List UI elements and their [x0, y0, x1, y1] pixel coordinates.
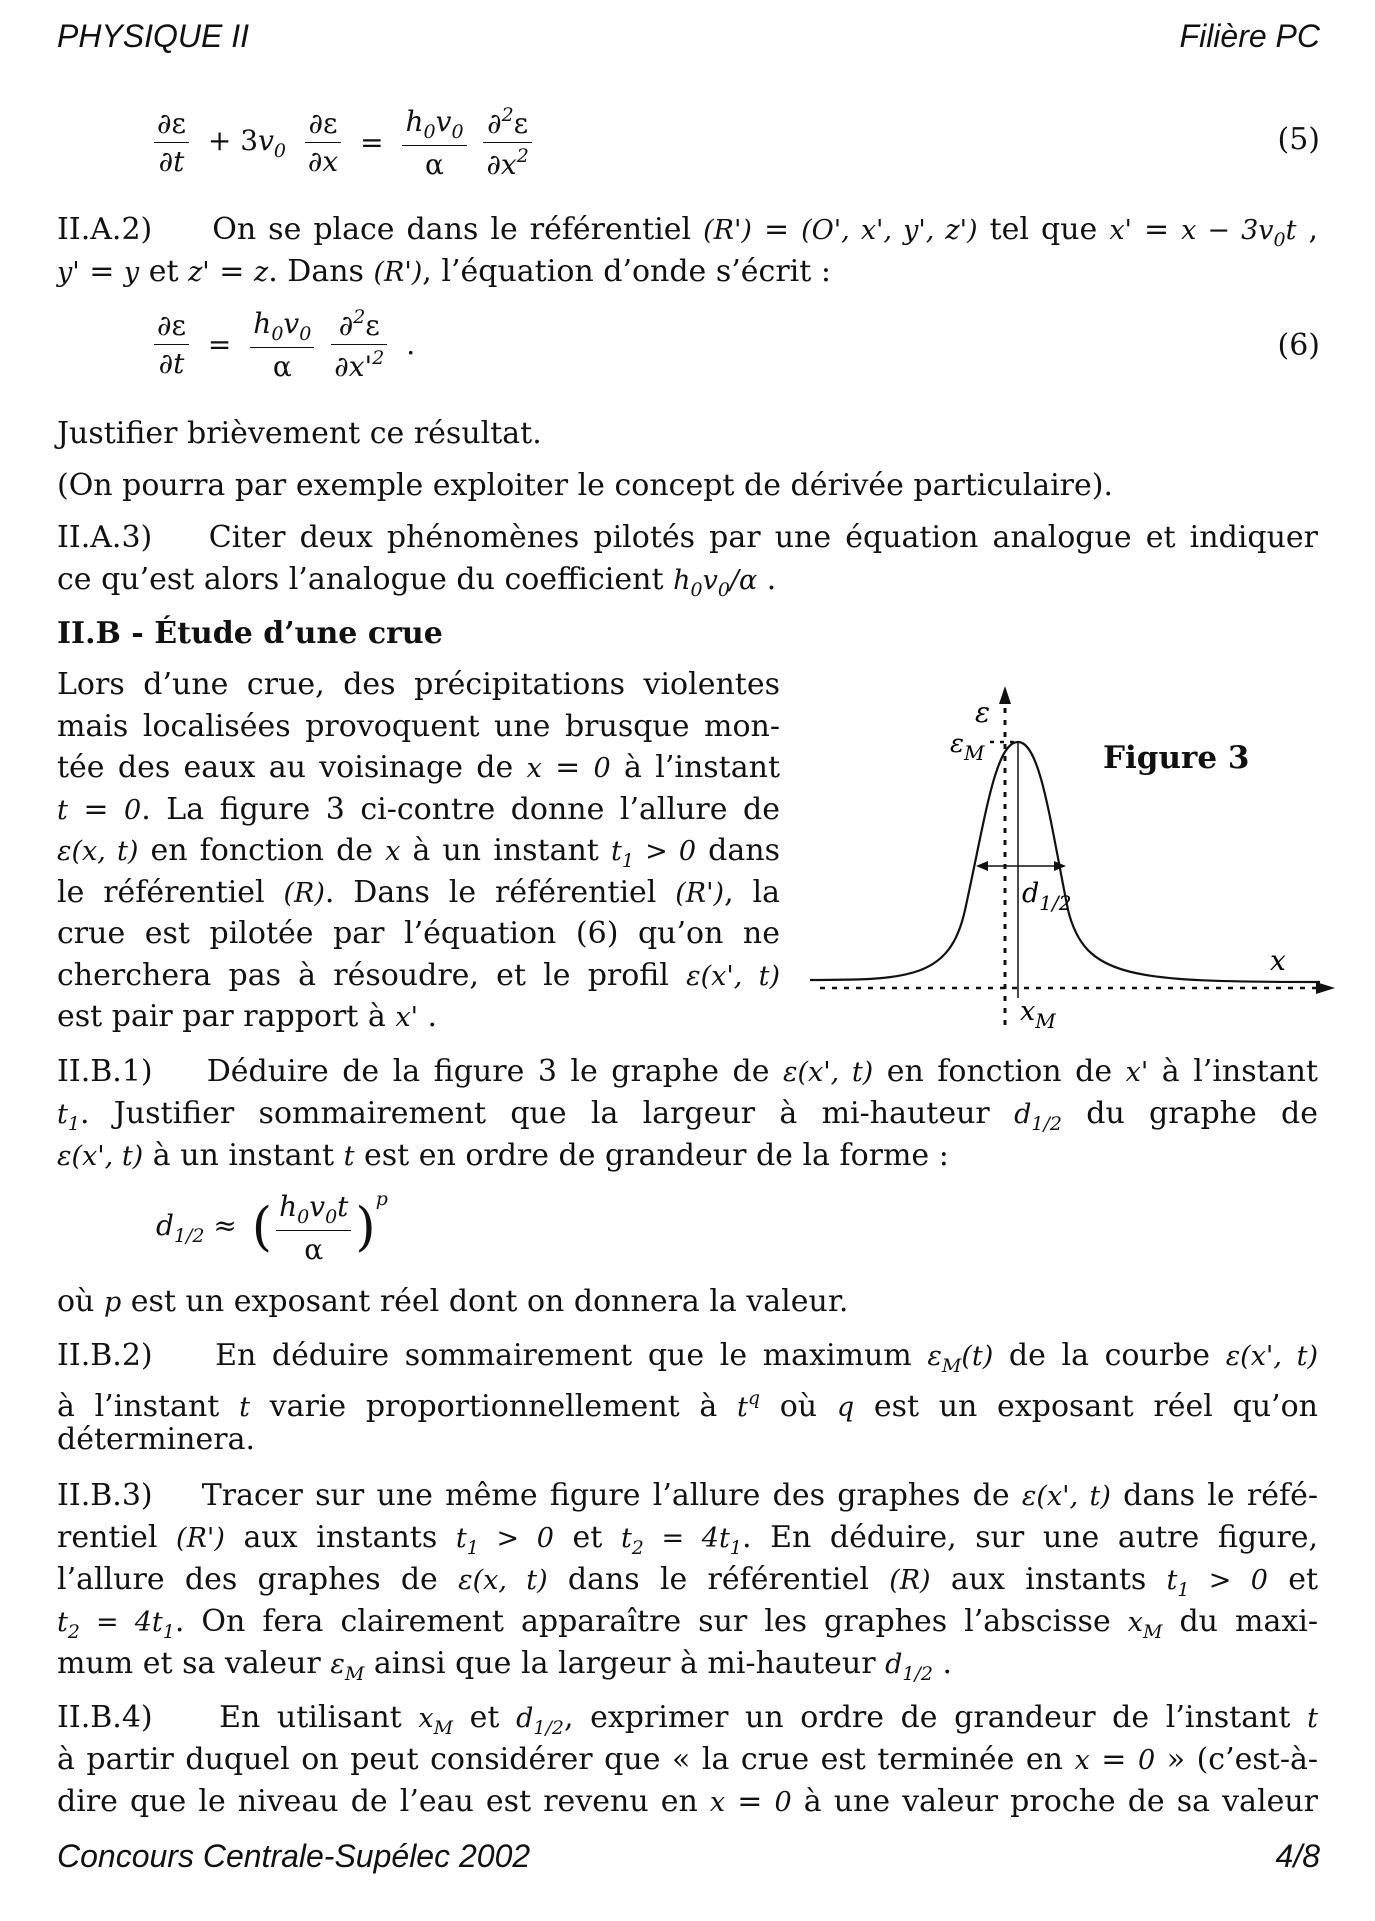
y-axis-arrow: [999, 686, 1011, 704]
IIA3-line2: ce qu’est alors l’analogue du coefficient $h_0v_0/\alpha$ .: [57, 562, 777, 601]
IIB3-line2: rentiel (R') aux instants $t_1 > 0$ et $t_2 = 4t_1$. En déduire, sur une autre figure,: [57, 1520, 1318, 1559]
y-label: ε: [975, 696, 991, 729]
header-subject: PHYSIQUE II: [57, 18, 250, 54]
equation-5-number: (5): [1277, 122, 1320, 157]
IIB2-line1: II.B.2) En déduire sommairement que le maximum $\varepsilon_M(t)$ de la courbe ε(x', t): [57, 1338, 1318, 1377]
IIB4-line3: dire que le niveau de l’eau est revenu en x = 0 à une valeur proche de sa valeur: [57, 1784, 1318, 1819]
half-width-label: $d_{1/2}$: [1022, 878, 1072, 915]
flood-curve: [810, 742, 1320, 982]
IIA2-line1: II.A.2) On se place dans le référentiel (R') = (O', x', y', z') tel que $x' = x - 3v_0t$ ,: [57, 212, 1319, 251]
crue-paragraph: Lors d’une crue, des précipitations violentes mais localisées provoquent une brusque mon- tée des eaux au voisinage de x = 0 à l’instant t = 0. La figure 3 ci-contre donne l’allure de ε(x, t) en fonction de x à un instant $t_1 > 0$ dans le référentiel (R). Dans le référentiel (R'), la crue est pilotée par l’équation (6) qu’on ne cherchera pas à résoudre, et le profil ε(x', t) est pair par rapport à x' .: [57, 667, 780, 1034]
section-IIB-title: II.B - Étude d’une crue: [57, 616, 443, 651]
equation-6-number: (6): [1277, 328, 1320, 363]
IIB3-line3: l’allure des graphes de ε(x, t) dans le référentiel (R) aux instants $t_1 > 0$ et: [57, 1562, 1318, 1601]
equation-6: $\frac{\partial\varepsilon}{\partial t}$ = $\frac{h_0v_0}{\alpha}$ $\frac{\partial^2\varepsilon}{\partial x'^2}$ .: [150, 306, 421, 383]
IIB3-line1: II.B.3) Tracer sur une même figure l’allure des graphes de ε(x', t) dans le réfé-: [57, 1478, 1318, 1513]
half-width-arrow-left: [976, 861, 988, 871]
y-max-label: $\varepsilon_M$: [950, 729, 985, 765]
IIB2-line3: déterminera.: [57, 1422, 255, 1457]
IIB2-line2: à l’instant t varie proportionnellement à $t^q$ où q est un exposant réel qu’on: [57, 1387, 1318, 1424]
half-width-formula: $d_{1/2}$ ≈ ( $\frac{h_0v_0t}{\alpha}$ )$^p$: [156, 1188, 388, 1266]
IIB4-line2: à partir duquel on peut considérer que « la crue est terminée en x = 0 » (c’est-à-: [57, 1742, 1318, 1777]
IIB1-line1: II.B.1) Déduire de la figure 3 le graphe de ε(x', t) en fonction de x' à l’instant: [57, 1054, 1318, 1089]
justify-text: Justifier brièvement ce résultat.: [57, 416, 542, 451]
hint-text: (On pourra par exemple exploiter le concept de dérivée particulaire).: [57, 468, 1114, 503]
IIA2-line2: y' = y et z' = z. Dans (R'), l’équation d’onde s’écrit :: [57, 254, 831, 289]
equation-5: $\frac{\partial\varepsilon}{\partial t}$ + $3v_0$ $\frac{\partial\varepsilon}{\partial x}$ = $\frac{h_0v_0}{\alpha}$ $\frac{\partial^2\varepsilon}{\partial x^2}$: [150, 104, 536, 181]
figure-3: [800, 680, 1340, 1040]
IIB4-line1: II.B.4) En utilisant $x_M$ et $d_{1/2}$, exprimer un ordre de grandeur de l’instant t: [57, 1700, 1318, 1739]
footer-page-number: 4/8: [1275, 1838, 1320, 1874]
IIB1-line3: ε(x', t) à un instant t est en ordre de grandeur de la forme :: [57, 1138, 949, 1173]
x-axis-arrow: [1316, 982, 1335, 994]
x-label: x: [1270, 944, 1286, 977]
IIB1-after: où p est un exposant réel dont on donnera la valeur.: [57, 1284, 849, 1319]
footer-contest: Concours Centrale-Supélec 2002: [57, 1838, 531, 1874]
figure-title: Figure 3: [1103, 740, 1250, 776]
IIA3-line1: II.A.3) Citer deux phénomènes pilotés par une équation analogue et indiquer: [57, 520, 1318, 555]
IIB3-line5: mum et sa valeur $\varepsilon_M$ ainsi que la largeur à mi-hauteur $d_{1/2}$ .: [57, 1646, 953, 1685]
IIB3-line4: $t_2 = 4t_1$. On fera clairement apparaître sur les graphes l’abscisse $x_M$ du maxi-: [57, 1604, 1318, 1643]
header-track: Filière PC: [1179, 18, 1320, 54]
IIB1-line2: $t_1$. Justifier sommairement que la largeur à mi-hauteur $d_{1/2}$ du graphe de: [57, 1096, 1318, 1135]
x-max-label: $x_M$: [1020, 996, 1056, 1033]
